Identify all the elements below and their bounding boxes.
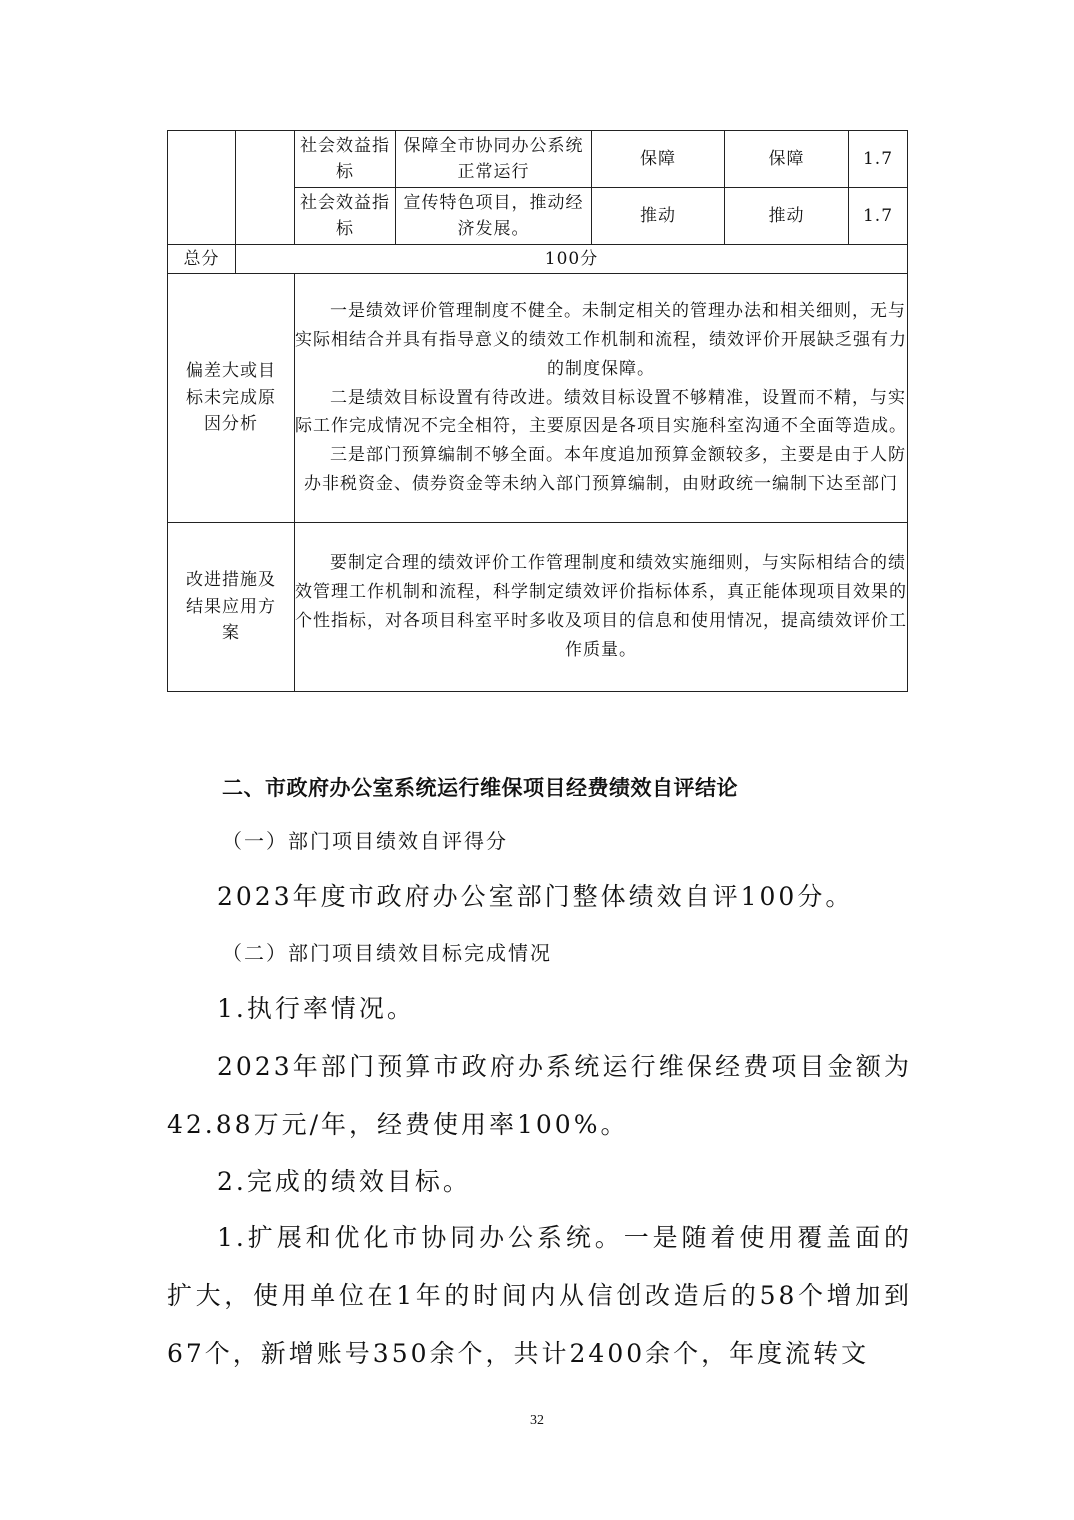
indicator-content: 保障全市协同办公系统正常运行 xyxy=(396,131,592,188)
total-row xyxy=(168,245,908,274)
subsection-title-1: （一）部门项目绩效自评得分 xyxy=(222,829,508,853)
improvement-row xyxy=(168,523,908,692)
total-value: 100分 xyxy=(236,245,908,274)
score-paragraph: 2023年度市政府办公室部门整体绩效自评100分。 xyxy=(217,882,854,911)
indicator-actual: 推动 xyxy=(725,188,849,245)
deviation-row xyxy=(168,274,908,523)
deviation-label-text: 偏差大或目标未完成原因分析 xyxy=(186,361,276,435)
total-label: 总分 xyxy=(168,245,236,274)
goals-paragraph: 1.扩展和优化市协同办公系统。一是随着使用覆盖面的扩大，使用单位在1年的时间内从信创改造后的58个增加到67个，新增账号350余个，共计2400余个，年度流转文 xyxy=(167,1223,912,1368)
indicator-score: 1.7 xyxy=(849,131,908,188)
execution-paragraph: 2023年部门预算市政府办系统运行维保经费项目金额为42.88万元/年，经费使用率100%。 xyxy=(167,1052,912,1139)
performance-table xyxy=(167,130,908,692)
indicator-actual: 保障 xyxy=(725,131,849,188)
indicator-target: 推动 xyxy=(592,188,725,245)
improvement-label xyxy=(168,523,295,692)
subsection-title-2: （二）部门项目绩效目标完成情况 xyxy=(222,941,552,965)
table-row xyxy=(168,131,908,188)
improvement-paragraph: 要制定合理的绩效评价工作管理制度和绩效实施细则，与实际相结合的绩效管理工作机制和流程，科学制定绩效评价指标体系，真正能体现项目效果的个性指标，对各项目科室平时多收及项目的信息和使用情况，提高绩效评价工作质量。 xyxy=(295,553,907,660)
indicator-target: 保障 xyxy=(592,131,725,188)
deviation-label xyxy=(168,274,295,523)
improvement-label-text: 改进措施及结果应用方案 xyxy=(186,570,276,644)
deviation-paragraph-1: 一是绩效评价管理制度不健全。未制定相关的管理办法和相关细则，无与实际相结合并具有指导意义的绩效工作机制和流程，绩效评价开展缺乏强有力的制度保障。 xyxy=(295,301,907,379)
empty-cell xyxy=(168,131,236,245)
indicator-type: 社会效益指标 xyxy=(295,188,396,245)
section-title: 二、市政府办公室系统运行维保项目经费绩效自评结论 xyxy=(222,776,738,800)
item-heading-2: 2.完成的绩效目标。 xyxy=(217,1167,471,1196)
empty-cell xyxy=(236,131,295,245)
deviation-analysis xyxy=(295,274,908,523)
indicator-content: 宣传特色项目，推动经济发展。 xyxy=(396,188,592,245)
indicator-type: 社会效益指标 xyxy=(295,131,396,188)
improvement-plan xyxy=(295,523,908,692)
indicator-score: 1.7 xyxy=(849,188,908,245)
page-number: 32 xyxy=(530,1413,544,1428)
item-heading-1: 1.执行率情况。 xyxy=(217,994,415,1023)
deviation-paragraph-2: 二是绩效目标设置有待改进。绩效目标设置不够精准，设置而不精，与实际工作完成情况不完全相符，主要原因是各项目实施科室沟通不全面等造成。 xyxy=(295,387,907,437)
deviation-paragraph-3: 三是部门预算编制不够全面。本年度追加预算金额较多，主要是由于人防办非税资金、债券资金等未纳入部门预算编制，由财政统一编制下达至部门 xyxy=(304,445,906,494)
